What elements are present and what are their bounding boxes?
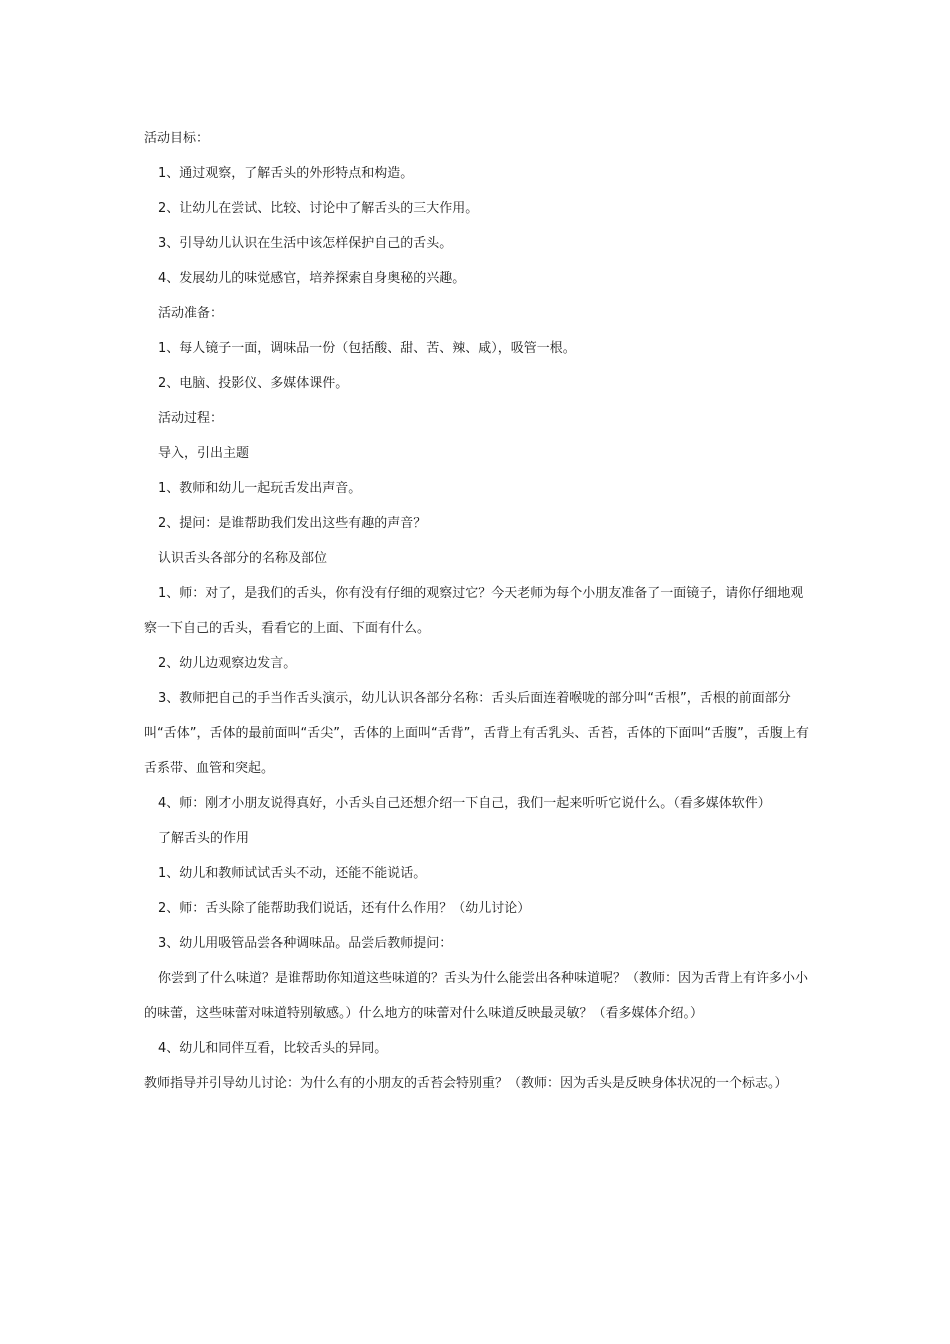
parts-item: 1、师：对了，是我们的舌头，你有没有仔细的观察过它？今天老师为每个小朋友准备了一面镜子，请你仔细地观察一下自己的舌头，看看它的上面、下面有什么。: [144, 586, 804, 636]
section-heading-parts: 认识舌头各部分的名称及部位: [158, 551, 328, 566]
use-item-detail: 你尝到了什么味道？是谁帮助你知道这些味道的？舌头为什么能尝出各种味道呢？（教师：因为舌背上有许多小小的味蕾，这些味蕾对味道特别敏感。）什么地方的味蕾对什么味道反映最灵敏？（看多媒体介绍。）: [144, 971, 809, 1021]
goal-item: 1、通过观察，了解舌头的外形特点和构造。: [158, 166, 414, 181]
parts-item: 2、幼儿边观察边发言。: [158, 656, 297, 671]
section-heading-intro: 导入，引出主题: [158, 446, 250, 461]
use-item: 1、幼儿和教师试试舌头不动，还能不能说话。: [158, 866, 427, 881]
section-heading-use: 了解舌头的作用: [158, 831, 250, 846]
intro-item: 2、提问：是谁帮助我们发出这些有趣的声音？: [158, 516, 427, 531]
parts-item: 3、教师把自己的手当作舌头演示，幼儿认识各部分名称：舌头后面连着喉咙的部分叫“舌根”，舌根的前面部分叫“舌体”，舌体的最前面叫“舌尖”，舌体的上面叫“舌背”，舌背上有舌乳头、舌苔，舌体的下面叫“舌腹”，舌腹上有舌系带、血管和突起。: [144, 691, 809, 776]
use-item: 2、师：舌头除了能帮助我们说话，还有什么作用？（幼儿讨论）: [158, 901, 531, 916]
prep-item: 2、电脑、投影仪、多媒体课件。: [158, 376, 349, 391]
goal-item: 4、发展幼儿的味觉感官，培养探索自身奥秘的兴趣。: [158, 271, 466, 286]
use-item: 3、幼儿用吸管品尝各种调味品。品尝后教师提问：: [158, 936, 453, 951]
goal-item: 2、让幼儿在尝试、比较、讨论中了解舌头的三大作用。: [158, 201, 479, 216]
prep-heading: 活动准备：: [158, 306, 224, 321]
goals-heading: 活动目标：: [144, 131, 210, 146]
process-heading: 活动过程：: [158, 411, 224, 426]
guide-paragraph: 教师指导并引导幼儿讨论：为什么有的小朋友的舌苔会特别重？（教师：因为舌头是反映身体状况的一个标志。）: [144, 1076, 788, 1091]
intro-item: 1、教师和幼儿一起玩舌发出声音。: [158, 481, 362, 496]
document-page: [144, 121, 809, 1101]
use-item: 4、幼儿和同伴互看，比较舌头的异同。: [158, 1041, 388, 1056]
goal-item: 3、引导幼儿认识在生活中该怎样保护自己的舌头。: [158, 236, 453, 251]
parts-item: 4、师：刚才小朋友说得真好，小舌头自己还想介绍一下自己，我们一起来听听它说什么。（看多媒体软件）: [158, 796, 771, 811]
prep-item: 1、每人镜子一面，调味品一份（包括酸、甜、苦、辣、咸），吸管一根。: [158, 341, 576, 356]
